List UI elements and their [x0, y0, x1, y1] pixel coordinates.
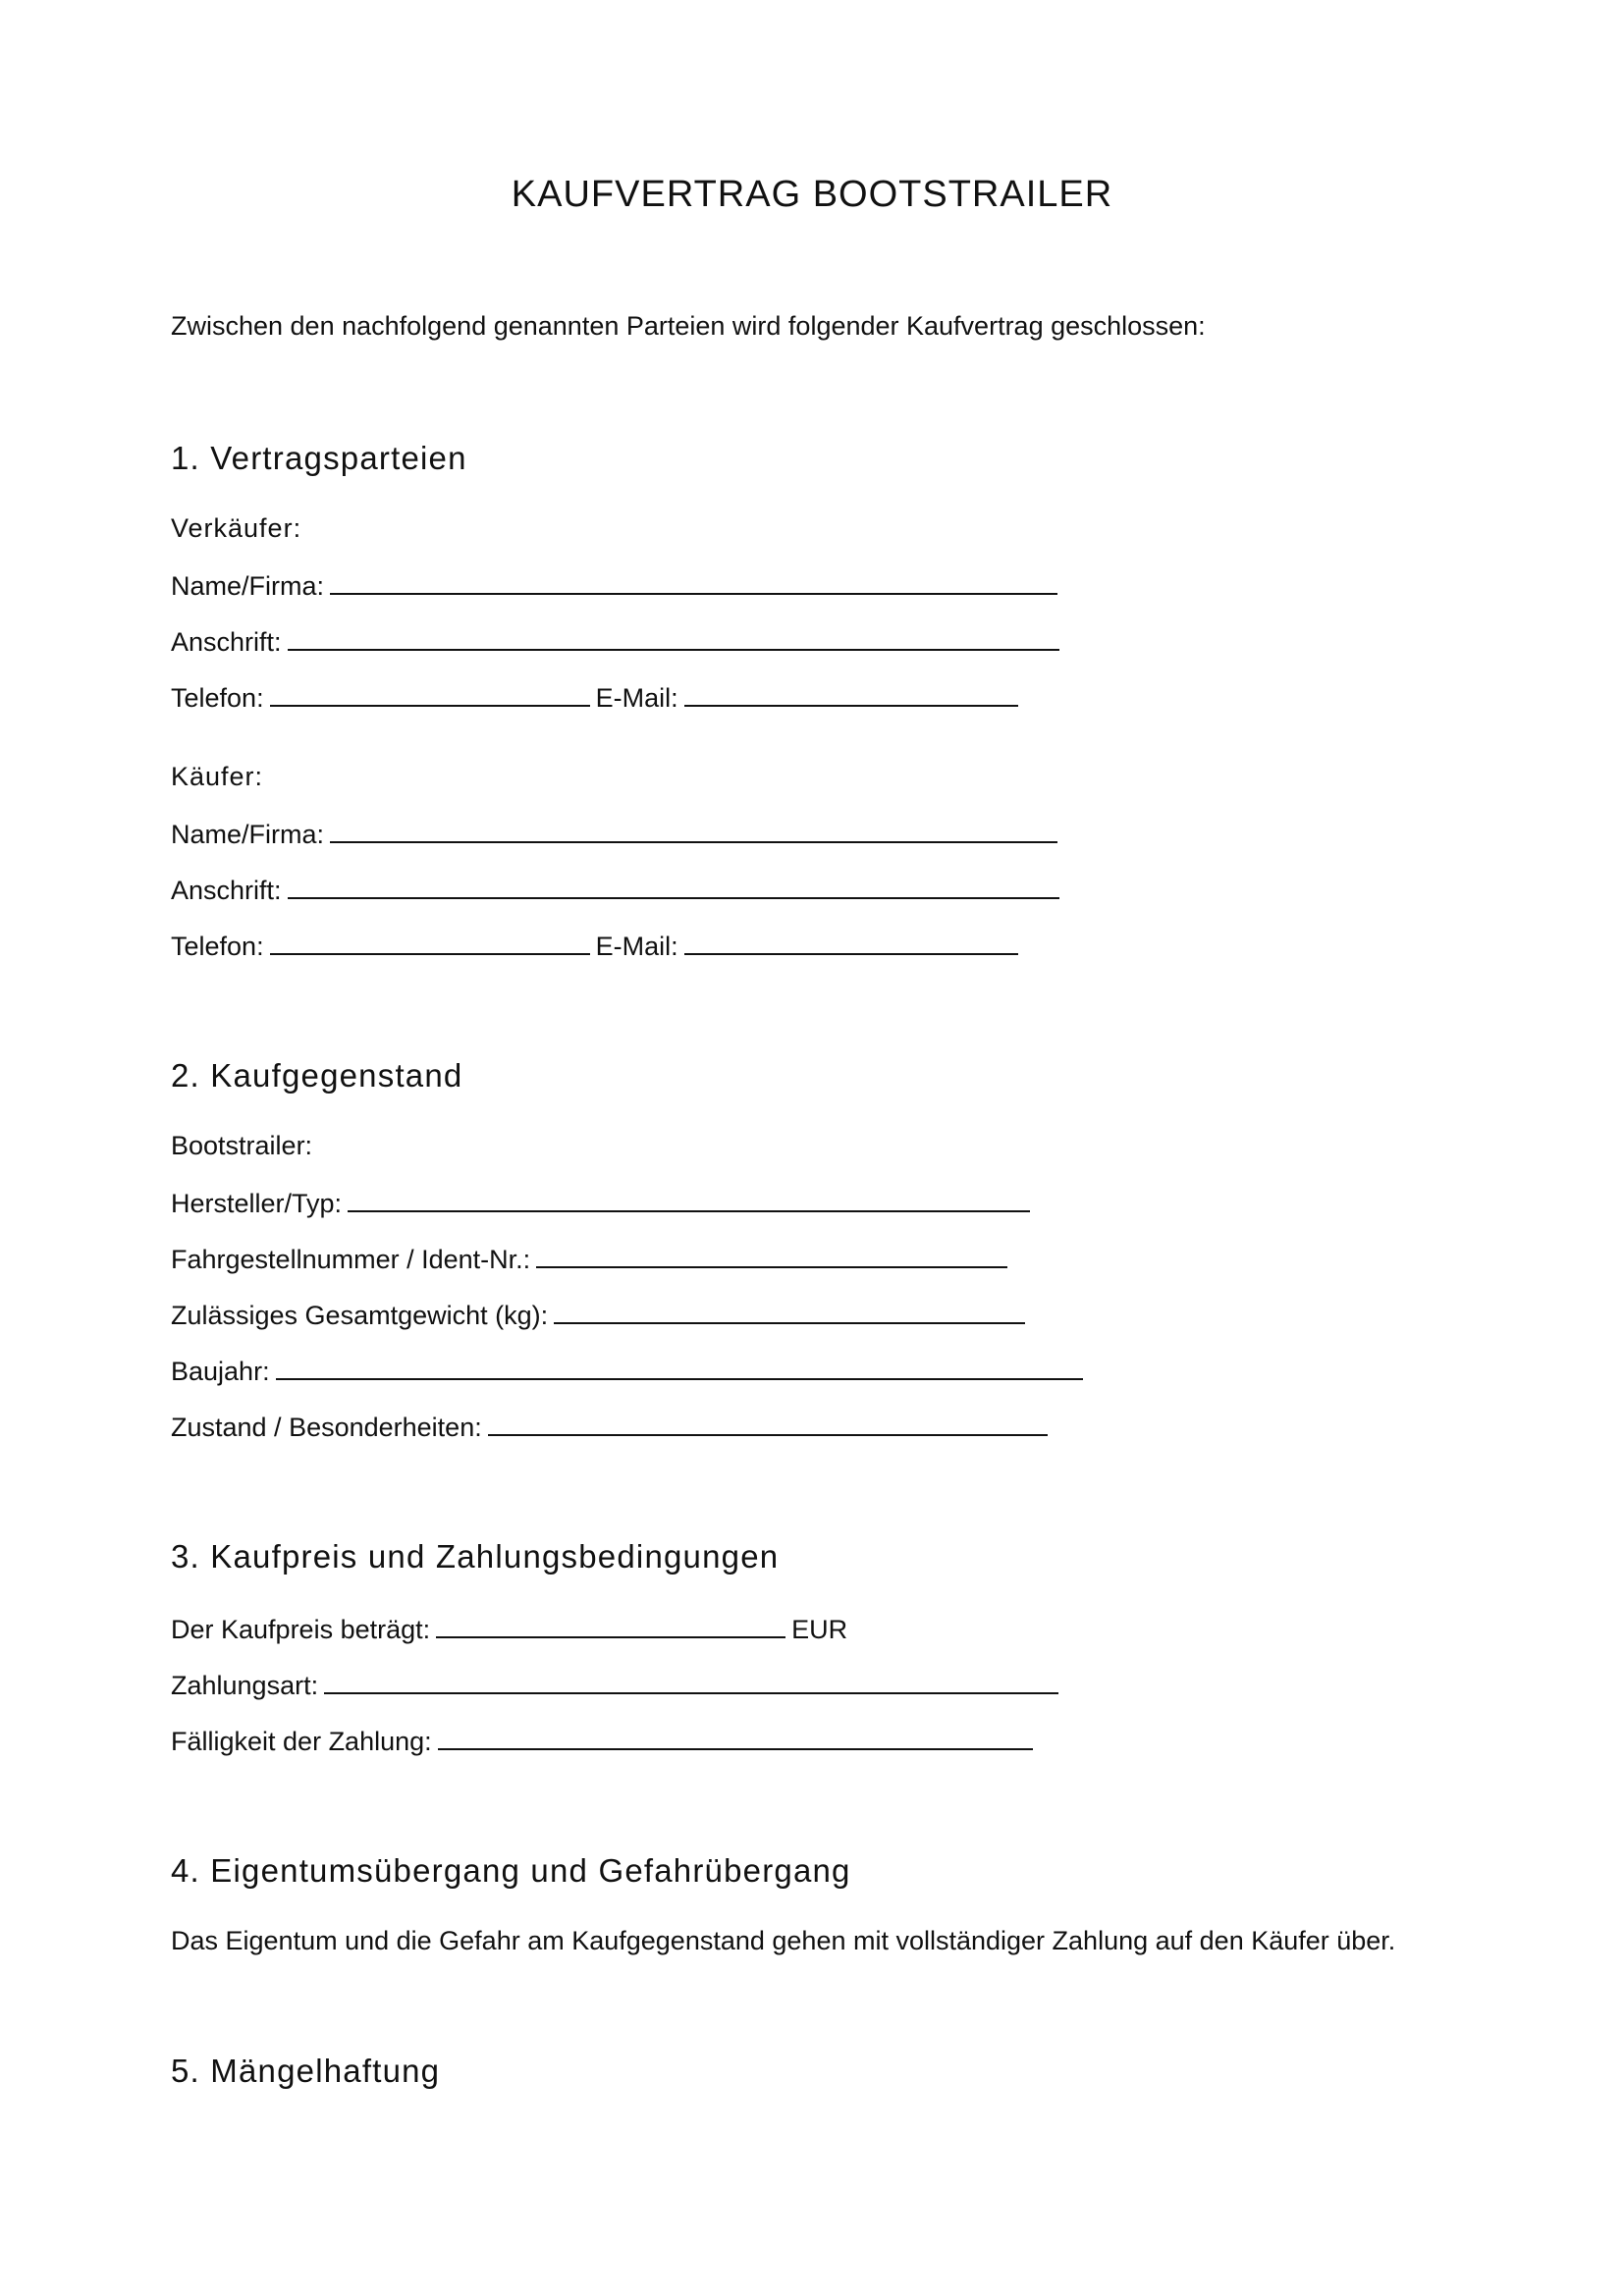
payment-method-row [171, 1667, 1058, 1702]
seller-address-field[interactable] [288, 623, 1059, 651]
seller-address-row [171, 623, 1059, 659]
due-field[interactable] [438, 1723, 1033, 1750]
condition-field[interactable] [488, 1409, 1048, 1436]
seller-phone-field[interactable] [270, 679, 590, 707]
manufacturer-row [171, 1185, 1030, 1220]
year-label: Baujahr: [171, 1357, 270, 1386]
buyer-address-row [171, 872, 1059, 907]
condition-label: Zustand / Besonderheiten: [171, 1413, 482, 1442]
section-heading-parties: 1. Vertragsparteien [171, 440, 467, 476]
intro-text: Zwischen den nachfolgend genannten Parteien wird folgender Kaufvertrag geschlossen: [171, 311, 1206, 341]
section-heading-price: 3. Kaufpreis und Zahlungsbedingungen [171, 1538, 780, 1575]
due-label: Fälligkeit der Zahlung: [171, 1727, 432, 1756]
buyer-label: Käufer: [171, 762, 264, 791]
seller-name-field[interactable] [330, 567, 1057, 595]
section-heading-ownership: 4. Eigentumsübergang und Gefahrübergang [171, 1852, 851, 1889]
payment-method-field[interactable] [324, 1667, 1058, 1694]
buyer-name-row [171, 816, 1057, 851]
buyer-email-field[interactable] [684, 928, 1018, 955]
chassis-label: Fahrgestellnummer / Ident-Nr.: [171, 1245, 531, 1274]
year-row [171, 1353, 1083, 1388]
seller-address-label: Anschrift: [171, 627, 282, 657]
payment-method-label: Zahlungsart: [171, 1671, 319, 1700]
seller-contact-row [171, 679, 1018, 715]
buyer-address-label: Anschrift: [171, 876, 282, 905]
chassis-field[interactable] [536, 1241, 1007, 1268]
weight-row [171, 1297, 1025, 1332]
condition-row [171, 1409, 1048, 1444]
weight-label: Zulässiges Gesamtgewicht (kg): [171, 1301, 549, 1330]
seller-name-row [171, 567, 1057, 603]
seller-email-label: E-Mail: [595, 683, 678, 713]
buyer-name-field[interactable] [330, 816, 1057, 843]
seller-name-label: Name/Firma: [171, 571, 325, 601]
buyer-phone-label: Telefon: [171, 932, 264, 961]
price-label: Der Kaufpreis beträgt: [171, 1615, 431, 1644]
weight-field[interactable] [554, 1297, 1025, 1324]
seller-email-field[interactable] [684, 679, 1018, 707]
manufacturer-label: Hersteller/Typ: [171, 1189, 343, 1218]
year-field[interactable] [276, 1353, 1083, 1380]
due-row [171, 1723, 1033, 1758]
price-row [171, 1611, 847, 1646]
buyer-email-label: E-Mail: [595, 932, 678, 961]
buyer-address-field[interactable] [288, 872, 1059, 899]
trailer-label: Bootstrailer: [171, 1131, 313, 1160]
manufacturer-field[interactable] [348, 1185, 1030, 1212]
buyer-phone-field[interactable] [270, 928, 590, 955]
currency-label: EUR [791, 1615, 848, 1644]
section-heading-warranty: 5. Mängelhaftung [171, 2053, 441, 2089]
seller-label: Verkäufer: [171, 513, 302, 543]
section-heading-object: 2. Kaufgegenstand [171, 1057, 463, 1094]
seller-phone-label: Telefon: [171, 683, 264, 713]
price-field[interactable] [436, 1611, 785, 1638]
buyer-name-label: Name/Firma: [171, 820, 325, 849]
chassis-row [171, 1241, 1007, 1276]
buyer-contact-row [171, 928, 1018, 963]
document-title: KAUFVERTRAG BOOTSTRAILER [511, 174, 1113, 215]
ownership-text: Das Eigentum und die Gefahr am Kaufgegenstand gehen mit vollständiger Zahlung auf den Käufer über. [171, 1926, 1396, 1955]
